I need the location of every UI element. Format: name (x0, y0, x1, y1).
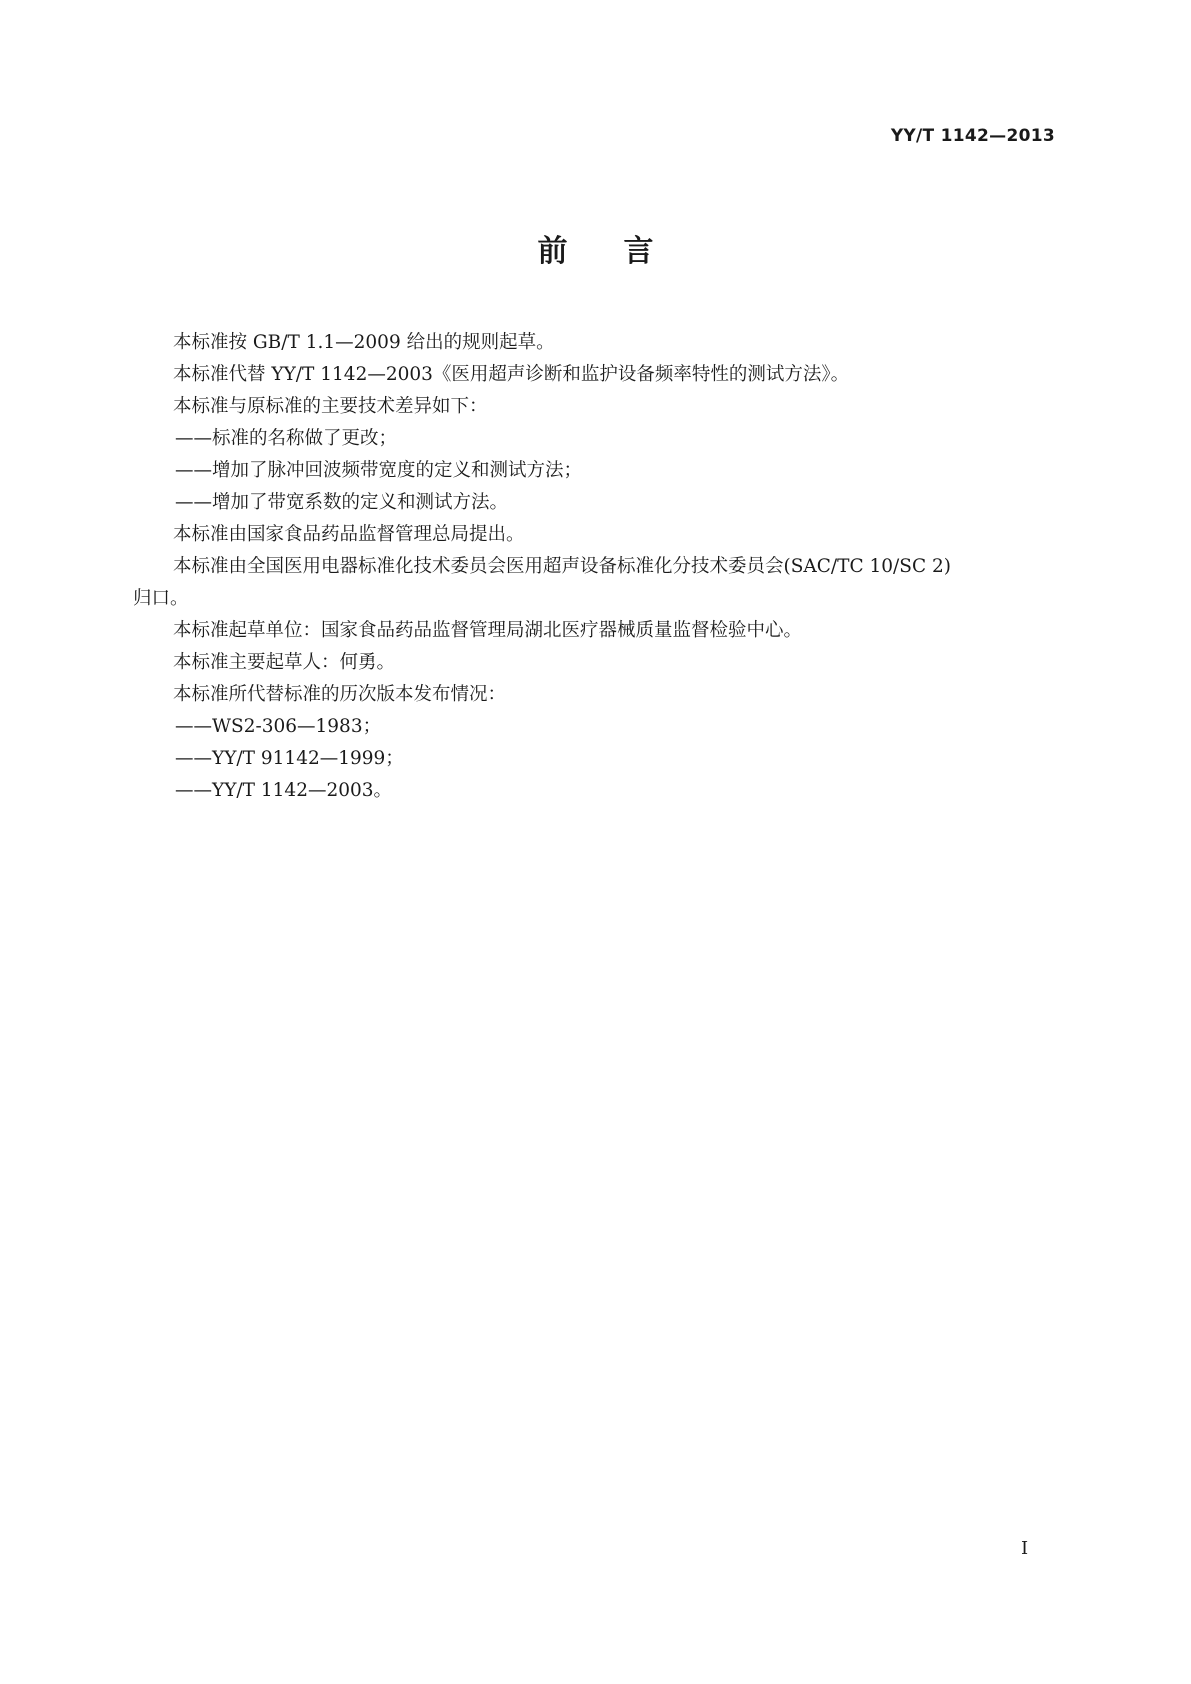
list-item: ——YY/T 91142—1999； (175, 748, 404, 769)
paragraph-drafters: 本标准主要起草人：何勇。 (173, 652, 396, 673)
list-item: ——标准的名称做了更改； (175, 428, 398, 449)
paragraph-drafting-units: 本标准起草单位：国家食品药品监督管理局湖北医疗器械质量监督检验中心。 (173, 620, 803, 641)
paragraph-drafting-rules: 本标准按 GB/T 1.1—2009 给出的规则起草。 (173, 332, 555, 353)
paragraph-replaces: 本标准代替 YY/T 1142—2003《医用超声诊断和监护设备频率特性的测试方法》。 (173, 364, 850, 385)
list-item: ——WS2-306—1983； (175, 716, 382, 737)
paragraph-differences-intro: 本标准与原标准的主要技术差异如下： (173, 396, 488, 417)
standard-code: YY/T 1142—2013 (890, 126, 1055, 146)
page-title: 前言 (537, 234, 710, 269)
paragraph-proposed-by: 本标准由国家食品药品监督管理总局提出。 (173, 524, 525, 545)
foreword-body (133, 327, 1063, 807)
list-item: ——增加了脉冲回波频带宽度的定义和测试方法； (175, 460, 583, 481)
paragraph-committee-continued: 归口。 (133, 588, 189, 609)
page-number: I (1021, 1538, 1029, 1559)
list-item: ——YY/T 1142—2003。 (175, 780, 393, 801)
paragraph-version-history-intro: 本标准所代替标准的历次版本发布情况： (173, 684, 507, 705)
list-item: ——增加了带宽系数的定义和测试方法。 (175, 492, 509, 513)
paragraph-committee: 本标准由全国医用电器标准化技术委员会医用超声设备标准化分技术委员会(SAC/TC 10/SC 2) (173, 556, 951, 577)
